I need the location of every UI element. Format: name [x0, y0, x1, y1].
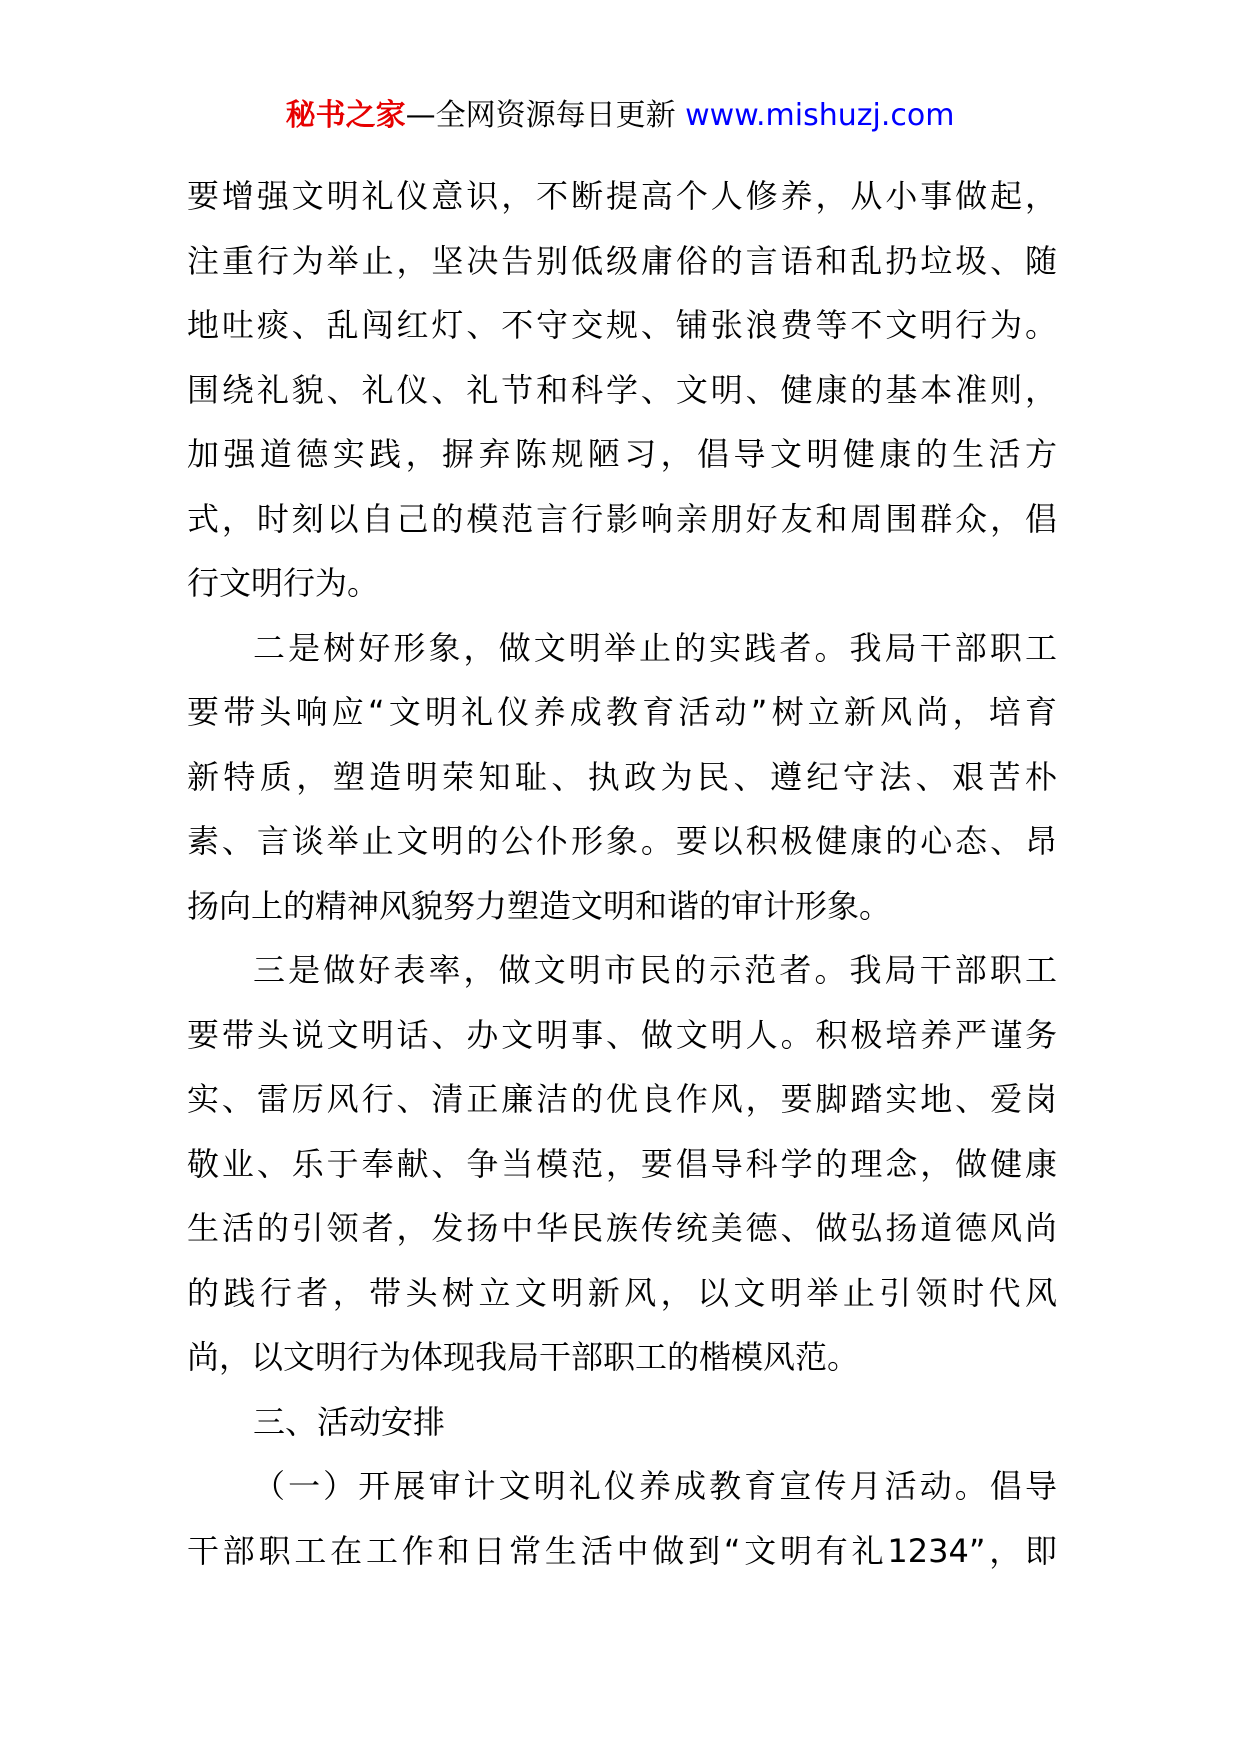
text-line: 素、言谈举止文明的公仆形象。要以积极健康的心态、昂	[187, 822, 1057, 860]
site-brand: 秘书之家	[285, 98, 406, 133]
text-line: 加强道德实践，摒弃陈规陋习，倡导文明健康的生活方	[187, 435, 1057, 473]
text-line: 要带头说文明话、办文明事、做文明人。积极培养严谨务	[187, 1015, 1057, 1054]
text-line: 注重行为举止，坚决告别低级庸俗的言语和乱扔垃圾、随	[187, 241, 1057, 280]
text-line: 行文明行为。	[187, 564, 380, 602]
text-line: 敬业、乐于奉献、争当模范，要倡导科学的理念，做健康	[187, 1144, 1057, 1183]
text-line: 要增强文明礼仪意识，不断提高个人修养，从小事做起，	[187, 177, 1057, 215]
section-heading: 三、活动安排	[253, 1402, 446, 1441]
paragraph-start-line: 三是做好表率，做文明市民的示范者。我局干部职工	[253, 951, 1057, 989]
document-body	[187, 164, 1057, 1583]
site-url-link[interactable]: www.mishuzj.com	[685, 98, 955, 133]
site-tagline: —全网资源每日更新	[405, 98, 676, 133]
text-line: 围绕礼貌、礼仪、礼节和科学、文明、健康的基本准则，	[187, 370, 1057, 409]
paragraph-start-line: （一）开展审计文明礼仪养成教育宣传月活动。倡导	[253, 1467, 1057, 1505]
text-line: 生活的引领者，发扬中华民族传统美德、做弘扬道德风尚	[187, 1209, 1057, 1247]
text-line: 要带头响应“文明礼仪养成教育活动”树立新风尚，培育	[187, 693, 1057, 731]
text-line: 地吐痰、乱闯红灯、不守交规、铺张浪费等不文明行为。	[187, 306, 1057, 344]
text-line: 扬向上的精神风貌努力塑造文明和谐的审计形象。	[187, 886, 892, 925]
text-line: 的践行者，带头树立文明新风，以文明举止引领时代风	[187, 1273, 1057, 1312]
paragraph-start-line: 二是树好形象，做文明举止的实践者。我局干部职工	[253, 628, 1057, 667]
text-line: 实、雷厉风行、清正廉洁的优良作风，要脚踏实地、爱岗	[187, 1080, 1057, 1118]
text-line: 干部职工在工作和日常生活中做到“文明有礼1234”，即	[187, 1531, 1057, 1570]
text-line: 式，时刻以自己的模范言行影响亲朋好友和周围群众，倡	[187, 499, 1057, 538]
text-line: 尚，以文明行为体现我局干部职工的楷模风范。	[187, 1338, 860, 1376]
page-header	[0, 96, 1240, 136]
text-line: 新特质，塑造明荣知耻、执政为民、遵纪守法、艰苦朴	[187, 757, 1057, 796]
